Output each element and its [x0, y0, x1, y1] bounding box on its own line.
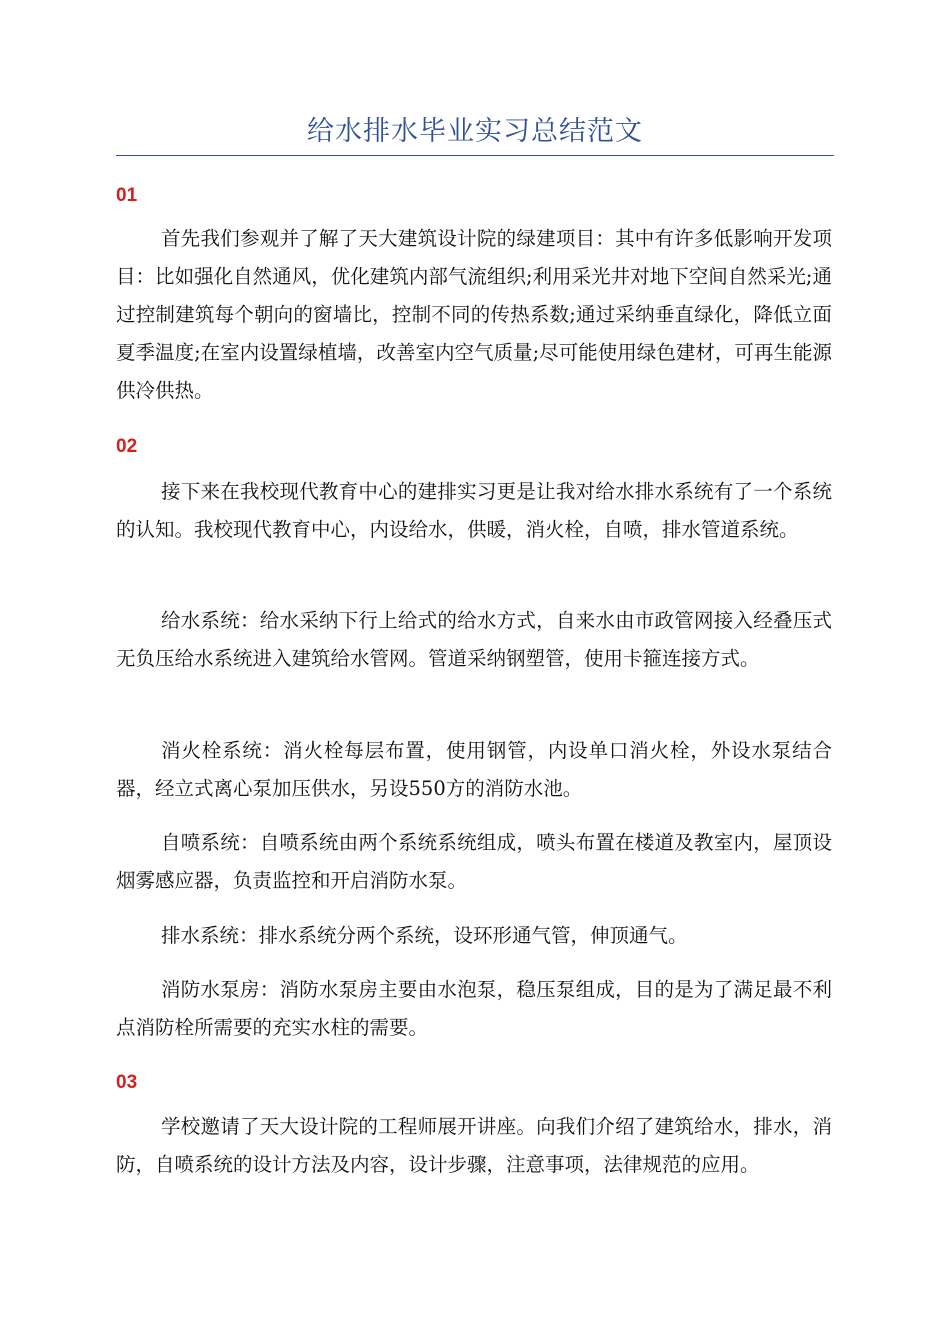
section-01-paragraph-1: 首先我们参观并了解了天大建筑设计院的绿建项目：其中有许多低影响开发项目：比如强化自然通风，优化建筑内部气流组织;利用采光井对地下空间自然采光;通过控制建筑每个朝向的窗墙比，控制不同的传热系数;通过采纳垂直绿化，降低立面夏季温度;在室内设置绿植墙，改善室内空气质量;尽可能使用绿色建材，可再生能源供冷供热。	[116, 227, 832, 402]
section-02-paragraph-1: 接下来在我校现代教育中心的建排实习更是让我对给水排水系统有了一个系统的认知。我校现代教育中心，内设给水，供暖，消火栓，自喷，排水管道系统。	[116, 480, 832, 541]
section-02-paragraph-2: 给水系统：给水采纳下行上给式的给水方式，自来水由市政管网接入经叠压式无负压给水系统进入建筑给水管网。管道采纳钢塑管，使用卡箍连接方式。	[116, 609, 832, 670]
section-number-01: 01	[116, 185, 138, 206]
document-title: 给水排水毕业实习总结范文	[307, 116, 643, 147]
section-02-paragraph-4: 自喷系统：自喷系统由两个系统系统组成，喷头布置在楼道及教室内，屋顶设烟雾感应器，负责监控和开启消防水泵。	[116, 831, 832, 892]
section-02-paragraph-5: 排水系统：排水系统分两个系统，设环形通气管，伸顶通气。	[161, 924, 688, 947]
section-03-paragraph-1: 学校邀请了天大设计院的工程师展开讲座。向我们介绍了建筑给水，排水，消防，自喷系统的设计方法及内容，设计步骤，注意事项，法律规范的应用。	[116, 1115, 832, 1176]
section-02-paragraph-3: 消火栓系统：消火栓每层布置，使用钢管，内设单口消火栓，外设水泵结合器，经立式离心泵加压供水，另设550方的消防水池。	[116, 739, 832, 800]
section-number-03: 03	[116, 1072, 138, 1093]
title-divider	[116, 155, 834, 156]
section-number-02: 02	[116, 436, 138, 457]
section-02-paragraph-6: 消防水泵房：消防水泵房主要由水泡泵，稳压泵组成，目的是为了满足最不利点消防栓所需要的充实水柱的需要。	[116, 978, 832, 1039]
